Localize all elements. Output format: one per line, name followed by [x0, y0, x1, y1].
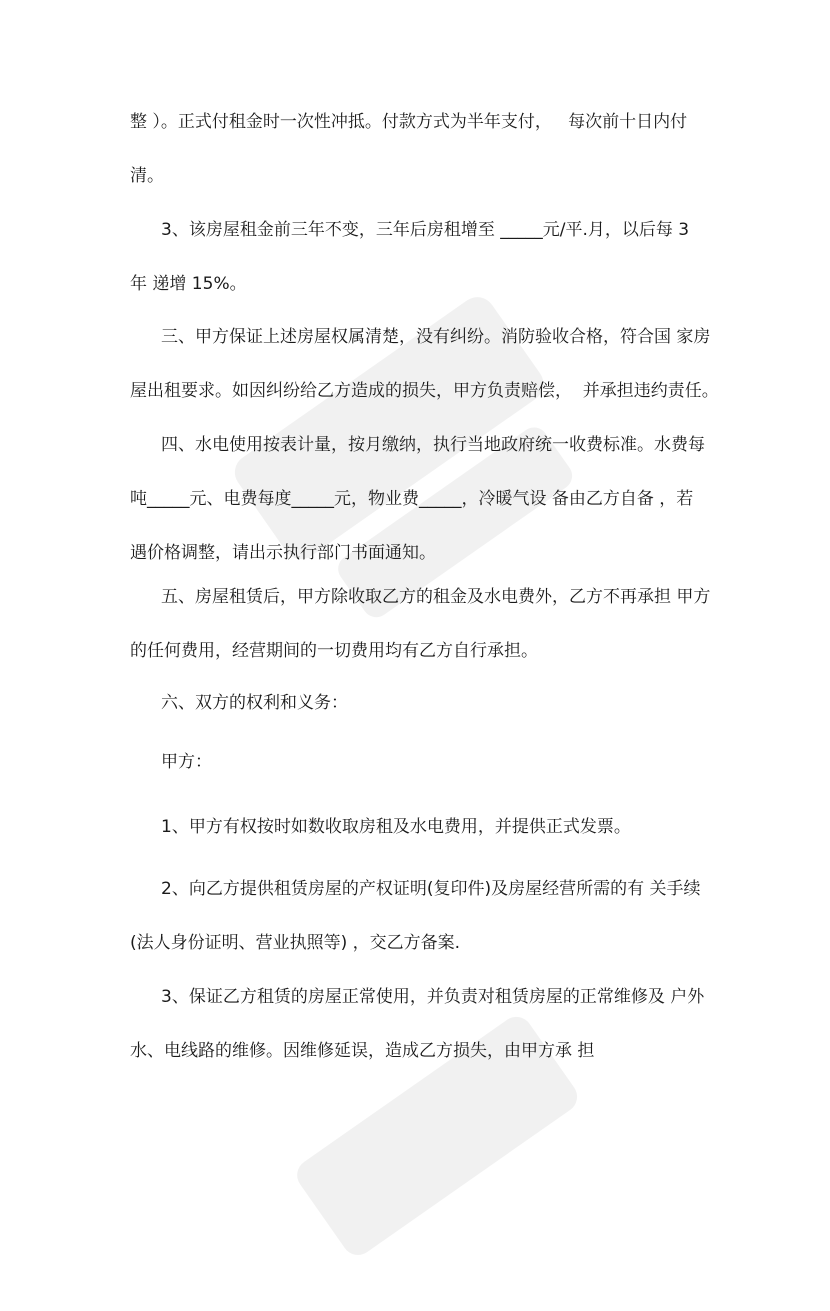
- party-a-heading: [130, 735, 710, 789]
- text-line: 整 ）。正式付租金时一次性冲抵。付款方式为半年支付， 每次前十日内付: [130, 112, 688, 132]
- text-line: 3、该房屋租金前三年不变，三年后房租增至 _____元/平.月，以后每 3: [161, 220, 690, 240]
- text-line: 3、保证乙方租赁的房屋正常使用，并负责对租赁房屋的正常维修及 户外: [161, 987, 705, 1007]
- text-line: 四、水电使用按表计量，按月缴纳，执行当地政府统一收费标准。水费每: [161, 435, 705, 455]
- text-line: (法人身份证明、营业执照等) ，交乙方备案.: [130, 933, 461, 953]
- text-line: 1、甲方有权按时如数收取房租及水电费用，并提供正式发票。: [161, 817, 631, 837]
- paragraph-ownership-guarantee: [130, 310, 719, 418]
- paragraph-rent-payment-end: [130, 95, 710, 203]
- text-line: 六、双方的权利和义务：: [161, 693, 348, 713]
- text-line: 三、甲方保证上述房屋权属清楚，没有纠纷。消防验收合格，符合国 家房: [161, 327, 711, 347]
- paragraph-expenses: [130, 570, 710, 678]
- text-line: 清。: [130, 166, 164, 186]
- section-heading-rights-obligations: [130, 676, 710, 730]
- text-line: 年 递增 15%。: [130, 274, 247, 294]
- text-line: 的任何费用，经营期间的一切费用均有乙方自行承担。: [130, 641, 538, 661]
- paragraph-party-a-right-2: [130, 862, 710, 970]
- paragraph-party-a-right-1: [130, 800, 710, 854]
- text-line: 屋出租要求。如因纠纷给乙方造成的损失，甲方负责赔偿， 并承担违约责任。: [130, 381, 719, 401]
- text-line: 遇价格调整，请出示执行部门书面通知。: [130, 543, 436, 563]
- text-line: 水、电线路的维修。因维修延误，造成乙方损失，由甲方承 担: [130, 1041, 595, 1061]
- text-line: 五、房屋租赁后，甲方除收取乙方的租金及水电费外，乙方不再承担 甲方: [161, 587, 711, 607]
- text-line: 甲方：: [161, 752, 212, 772]
- text-line: 2、向乙方提供租赁房屋的产权证明(复印件)及房屋经营所需的有 关手续: [161, 879, 701, 899]
- paragraph-utilities: [130, 418, 710, 580]
- paragraph-rent-increase: [130, 203, 710, 311]
- paragraph-party-a-right-3: [130, 970, 710, 1078]
- text-line: 吨_____元、电费每度_____元，物业费_____，冷暖气设 备由乙方自备 ，若: [130, 489, 694, 509]
